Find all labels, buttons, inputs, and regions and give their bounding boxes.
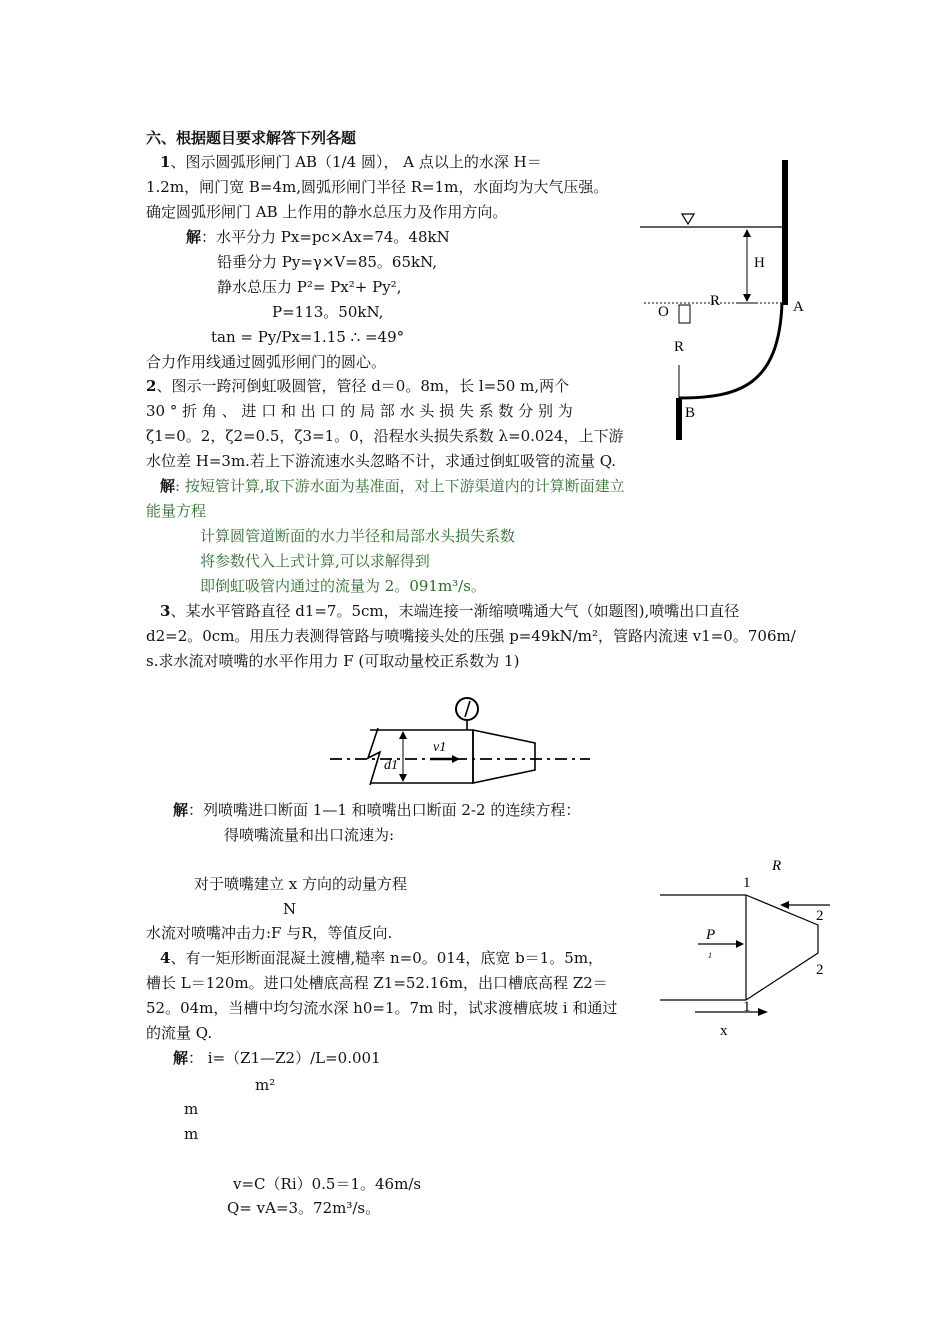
q4-number: 4 xyxy=(160,949,171,967)
force-arrow-icon xyxy=(780,901,789,909)
q2-solution-3: 计算圆管道断面的水力半径和局部水头损失系数 xyxy=(200,527,516,545)
water-level-icon xyxy=(682,214,694,224)
label-d1: d1 xyxy=(384,758,398,773)
q2-line4: 水位差 H=3m.若上下游流速水头忽略不计，求通过倒虹吸管的流量 Q. xyxy=(146,452,617,470)
label-section-2-bottom: 2 xyxy=(816,962,824,978)
q4-solution-3: m xyxy=(184,1100,199,1118)
q1-line2: 1.2m，闸门宽 B=4m,圆弧形闸门半径 R=1m，水面均为大气压强。 xyxy=(146,178,609,196)
arrow-up-icon xyxy=(743,229,751,237)
q1-solution-6: 合力作用线通过圆弧形闸门的圆心。 xyxy=(146,353,387,371)
q4-line3: 52。04m，当槽中均匀流水深 h0=1。7m 时，试求渡槽底坡 i 和通过 xyxy=(146,999,618,1017)
q2-solution-5: 即倒虹吸管内通过的流量为 2。091m³/s。 xyxy=(200,577,486,595)
label-x: x xyxy=(720,1023,728,1039)
label-H: H xyxy=(754,255,765,271)
q2-line2: 30 ° 折 角 、 进 口 和 出 口 的 局 部 水 头 损 失 系 数 分 别 为 xyxy=(146,402,573,420)
label-O: O xyxy=(658,304,669,320)
pressure-arrow-icon xyxy=(736,940,744,948)
q1-solution-3: 静水总压力 P²= Px²+ Py², xyxy=(217,278,402,296)
q4-solution-6: Q= vA=3。72m³/s。 xyxy=(227,1199,381,1217)
label-section-1-top: 1 xyxy=(743,875,751,891)
label-P: P xyxy=(706,927,716,943)
q2-solution-2: 能量方程 xyxy=(146,502,207,520)
break-line-icon xyxy=(368,728,380,785)
q4-line1: 4、有一矩形断面混凝土渡槽,糙率 n=0。014，底宽 b＝1。5m， xyxy=(160,949,604,967)
label-B: B xyxy=(685,405,696,421)
q1-solution-2: 铅垂分力 Py=γ×V=85。65kN, xyxy=(217,253,438,271)
q3-line3: s.求水流对喷嘴的水平作用力 F (可取动量校正系数为 1) xyxy=(146,652,520,670)
q2-solution-1: 解: 按短管计算,取下游水面为基准面，对上下游渠道内的计算断面建立 xyxy=(160,477,625,495)
label-P-sub: 1 xyxy=(708,951,712,960)
nozzle xyxy=(473,730,535,783)
pipe-nozzle-figure xyxy=(320,690,600,790)
section-title: 六、根据题目要求解答下列各题 xyxy=(146,129,357,147)
q1-number: 1 xyxy=(160,153,171,171)
label-R: R xyxy=(772,858,782,874)
q4-solution-4: m xyxy=(184,1125,199,1143)
q1-solution-1: 解：水平分力 Px=pc×Ax=74。48kN xyxy=(186,228,450,246)
q3-solution-3: 对于喷嘴建立 x 方向的动量方程 xyxy=(194,875,407,893)
q4-line2: 槽长 L＝120m。进口处槽底高程 Z1=52.16m，出口槽底高程 Z2＝ xyxy=(146,974,608,992)
flow-arrow-icon xyxy=(452,755,460,763)
label-R-left: R xyxy=(674,339,685,355)
q1-line1: 1、图示圆弧形闸门 AB（1/4 圆）， A 点以上的水深 H＝ xyxy=(160,153,542,171)
label-R-top: R xyxy=(710,293,721,309)
q2-line3: ζ1=0。2，ζ2=0.5，ζ3=1。0，沿程水头损失系数 λ=0.024，上下游 xyxy=(146,427,624,445)
label-A: A xyxy=(793,299,804,315)
q1-solution-5: tan = Py/Px=1.15 ∴ =49° xyxy=(211,328,405,346)
q3-number: 3 xyxy=(160,602,171,620)
q3-solution-5: 水流对喷嘴冲击力:F 与R，等值反向. xyxy=(146,924,393,942)
q2-line1: 2、图示一跨河倒虹吸圆管，管径 d＝0。8m，长 l=50 m,两个 xyxy=(146,377,570,395)
q4-line4: 的流量 Q. xyxy=(146,1024,213,1042)
q1-line3: 确定圆弧形闸门 AB 上作用的静水总压力及作用方向。 xyxy=(146,203,508,221)
q3-solution-1: 解：列喷嘴进口断面 1—1 和喷嘴出口断面 2-2 的连续方程： xyxy=(173,801,581,819)
arc-gate-figure xyxy=(630,150,830,450)
q3-solution-4: N xyxy=(283,900,297,918)
q1-solution-4: P=113。50kN, xyxy=(272,303,384,321)
q2-solution-4: 将参数代入上式计算,可以求解得到 xyxy=(200,552,430,570)
label-section-1-bottom: 1 xyxy=(743,999,751,1015)
q4-solution-2: m² xyxy=(255,1076,276,1094)
q3-solution-2: 得喷嘴流量和出口流速为: xyxy=(224,826,395,844)
q4-solution-1: 解： i=（Z1—Z2）/L=0.001 xyxy=(173,1049,381,1067)
q2-number: 2 xyxy=(146,377,157,395)
q3-line2: d2=2。0cm。用压力表测得管路与喷嘴接头处的压强 p=49kN/m²，管路内流速 v1=0。706m/ xyxy=(146,627,796,645)
label-v1: v1 xyxy=(433,740,447,755)
q3-line1: 3、某水平管路直径 d1=7。5cm，末端连接一渐缩喷嘴通大气（如题图),喷嘴出口直径 xyxy=(160,602,740,620)
q4-solution-5: v=C（Ri）0.5＝1。46m/s xyxy=(233,1175,422,1193)
nozzle-control-volume-figure xyxy=(650,850,850,1050)
arrow-down-icon xyxy=(743,294,751,302)
label-section-2-top: 2 xyxy=(816,908,824,924)
x-axis-arrow-icon xyxy=(758,1008,768,1016)
